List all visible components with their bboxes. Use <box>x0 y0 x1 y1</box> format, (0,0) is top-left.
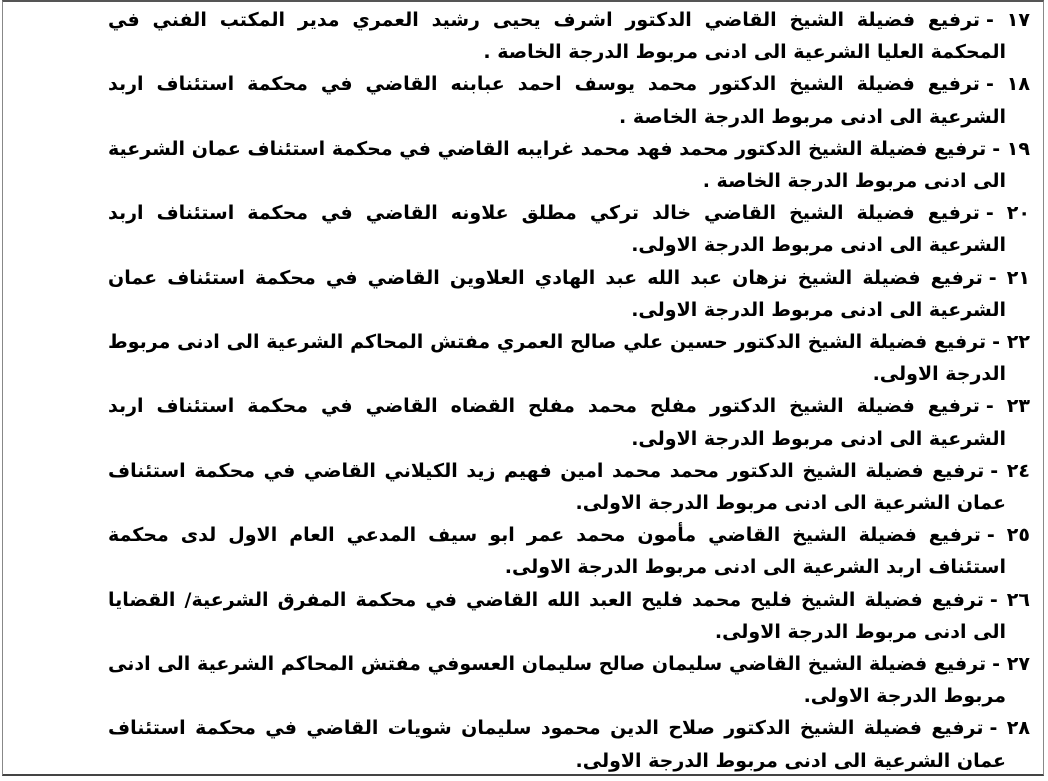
list-item <box>108 4 1030 68</box>
list-item <box>108 197 1030 261</box>
document-body <box>108 4 1030 777</box>
item-number: ٢٨ - <box>989 717 1030 740</box>
item-number: ٢٤ - <box>990 459 1030 482</box>
item-text: ترفيع فضيلة الشيخ نزهان عبد الله عبد الهادي العلاوين القاضي في محكمة استئناف عمان الشرعية الى ادنى مربوط الدرجة الاولى. <box>108 266 1006 321</box>
item-text: ترفيع فضيلة الشيخ الدكتور مفلح محمد مفلح القضاه القاضي في محكمة استئناف اربد الشرعية الى ادنى مربوط الدرجة الاولى. <box>108 395 1006 450</box>
list-item <box>108 455 1030 519</box>
list-item <box>108 584 1030 648</box>
item-text: ترفيع فضيلة الشيخ القاضي مأمون محمد عمر ابو سيف المدعي العام الاول لدى محكمة استئناف اربد الشرعية الى ادنى مربوط الدرجة الاولى. <box>108 524 1006 579</box>
item-number: ٢١ - <box>988 266 1030 289</box>
list-item <box>108 68 1030 132</box>
item-number: ٢٥ - <box>986 524 1030 547</box>
item-text: ترفيع فضيلة الشيخ القاضي الدكتور اشرف يحيى رشيد العمري مدير المكتب الفني في المحكمة العليا الشرعية الى ادنى مربوط الدرجة الخاصة . <box>108 9 1006 64</box>
item-number: ٢٣ - <box>985 395 1030 418</box>
list-item <box>108 390 1030 454</box>
list-item <box>108 648 1030 712</box>
item-number: ٢٢ - <box>992 331 1030 354</box>
item-number: ١٨ - <box>985 73 1030 96</box>
list-item <box>108 326 1030 390</box>
item-number: ١٧ - <box>986 9 1030 31</box>
item-text: ترفيع فضيلة الشيخ الدكتور حسين علي صالح العمري مفتش المحاكم الشرعية الى ادنى مربوط الدرجة الاولى. <box>108 331 1006 386</box>
item-number: ١٩ - <box>992 137 1030 160</box>
list-item <box>108 262 1030 326</box>
item-text: ترفيع فضيلة الشيخ القاضي خالد تركي مطلق علاونه القاضي في محكمة استئناف اربد الشرعية الى ادنى مربوط الدرجة الاولى. <box>108 202 1006 257</box>
item-number: ٢٠ - <box>985 202 1030 225</box>
list-item <box>108 519 1030 583</box>
list-item <box>108 712 1030 776</box>
item-text: ترفيع فضيلة الشيخ الدكتور محمد فهد محمد غرايبه القاضي في محكمة استئناف عمان الشرعية الى ادنى مربوط الدرجة الخاصة . <box>108 137 1006 193</box>
list-item <box>108 133 1030 197</box>
item-number: ٢٦ - <box>989 588 1030 611</box>
item-number: ٢٧ - <box>992 653 1030 676</box>
item-text: ترفيع فضيلة الشيخ فليح محمد فليح العبد الله القاضي في محكمة المفرق الشرعية/ القضايا الى ادنى مربوط الدرجة الاولى. <box>108 588 1006 643</box>
item-text: ترفيع فضيلة الشيخ الدكتور محمد يوسف احمد عبابنه القاضي في محكمة استئناف اربد الشرعية الى ادنى مربوط الدرجة الخاصة . <box>108 73 1006 128</box>
item-text: ترفيع فضيلة الشيخ القاضي سليمان صالح سليمان العسوفي مفتش المحاكم الشرعية الى ادنى مربوط الدرجة الاولى. <box>108 653 1006 708</box>
item-text: ترفيع فضيلة الشيخ الدكتور صلاح الدين محمود سليمان شويات القاضي في محكمة استئناف عمان الشرعية الى ادنى مربوط الدرجة الاولى. <box>108 717 1006 772</box>
item-text: ترفيع فضيلة الشيخ الدكتور محمد محمد امين فهيم زيد الكيلاني القاضي في محكمة استئناف عمان الشرعية الى ادنى مربوط الدرجة الاولى. <box>108 459 1006 515</box>
